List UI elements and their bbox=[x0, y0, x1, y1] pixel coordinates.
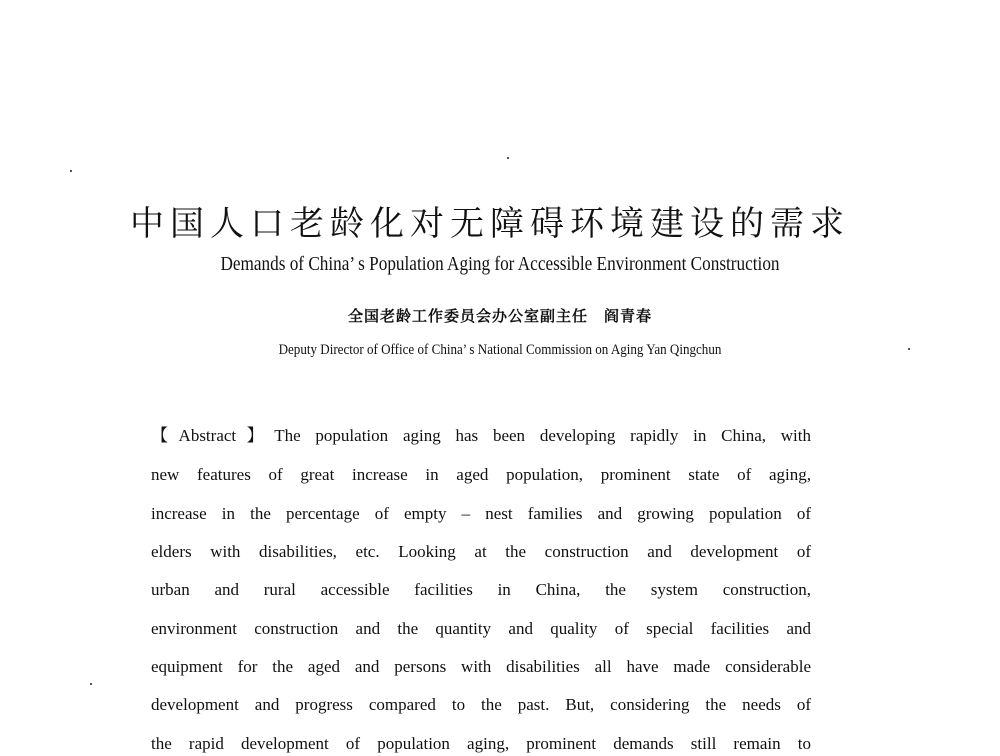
abstract-line: environment construction and the quantity and quality of special facilities and bbox=[151, 619, 811, 638]
author-chinese: 全国老龄工作委员会办公室副主任 阎青春 bbox=[347, 309, 652, 325]
abstract-line: urban and rural accessible facilities in China, the system construction, bbox=[151, 580, 811, 599]
abstract-line: new features of great increase in aged population, prominent state of aging, bbox=[151, 465, 811, 484]
author-english: Deputy Director of Office of China’ s National Commission on Aging Yan Qingchun bbox=[278, 342, 722, 358]
abstract-line: elders with disabilities, etc. Looking at the construction and development of bbox=[151, 542, 811, 561]
abstract-line: 【Abstract】The population aging has been developing rapidly in China, with bbox=[151, 426, 811, 445]
scan-speck bbox=[507, 157, 509, 159]
abstract-line: increase in the percentage of empty – nest families and growing population of bbox=[151, 504, 811, 523]
abstract-line: equipment for the aged and persons with disabilities all have made considerable bbox=[151, 657, 811, 676]
title-english: Demands of China’ s Population Aging for Accessible Environment Construction bbox=[220, 253, 780, 275]
abstract-line: the rapid development of population aging, prominent demands still remain to bbox=[151, 734, 811, 753]
abstract-line: development and progress compared to the past. But, considering the needs of bbox=[151, 695, 811, 714]
scan-speck bbox=[70, 170, 72, 172]
scan-speck bbox=[90, 683, 92, 685]
title-chinese: 中国人口老龄化对无障碍环境建设的需求 bbox=[130, 206, 850, 243]
